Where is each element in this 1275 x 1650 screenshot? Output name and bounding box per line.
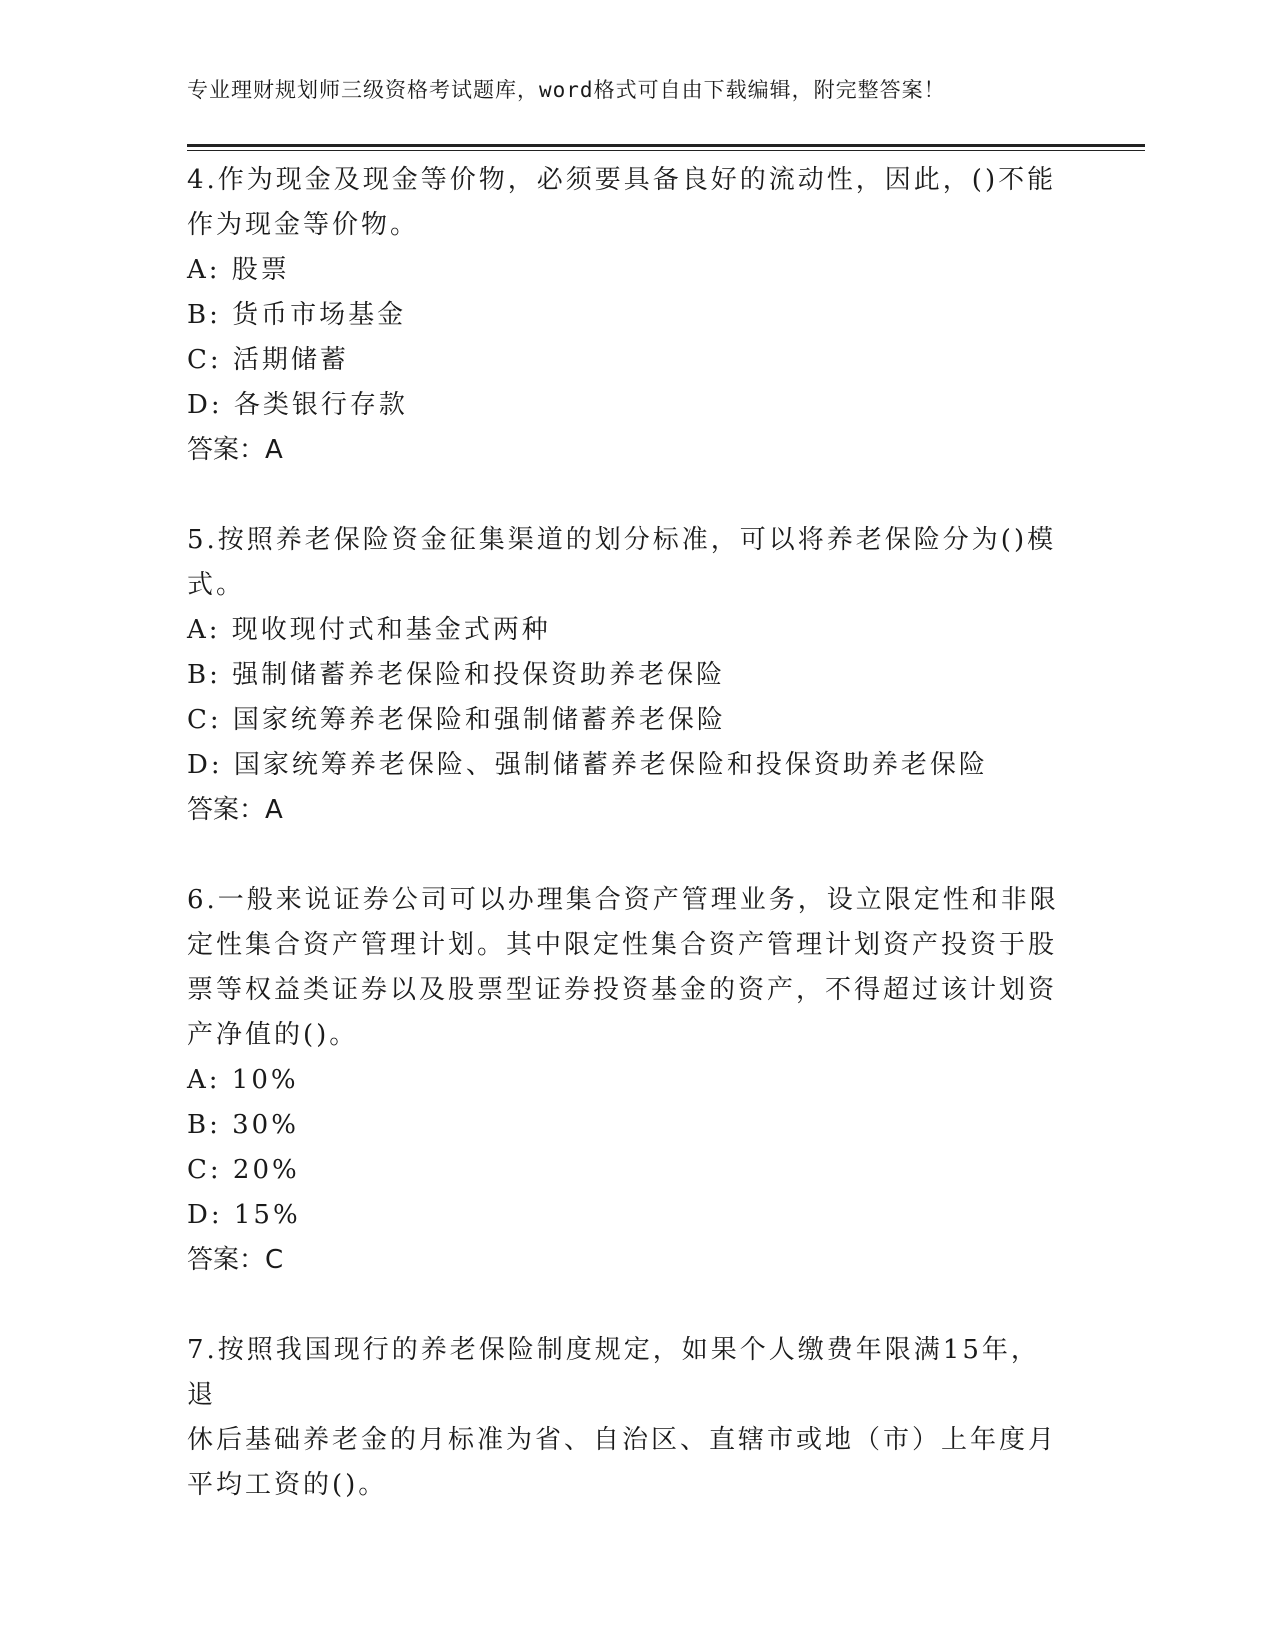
answer-option: D: 国家统筹养老保险、强制储蓄养老保险和投保资助养老保险 — [187, 750, 988, 780]
question-stem-line: 作为现金等价物。 — [187, 210, 420, 240]
answer-option: A: 现收现付式和基金式两种 — [187, 615, 551, 645]
question-item — [187, 518, 1067, 833]
question-stem-line: 7.按照我国现行的养老保险制度规定，如果个人缴费年限满15年，退 — [187, 1335, 1040, 1410]
question-stem-line: 产净值的()。 — [187, 1020, 359, 1050]
question-stem-line: 式。 — [187, 570, 246, 600]
answer-option: B: 30% — [187, 1110, 299, 1140]
answer-key: 答案：A — [187, 795, 283, 825]
answer-option: B: 货币市场基金 — [187, 300, 407, 330]
question-spacer — [187, 1283, 1067, 1328]
question-stem-line: 休后基础养老金的月标准为省、自治区、直辖市或地（市）上年度月 — [187, 1425, 1058, 1455]
answer-option: A: 10% — [187, 1065, 299, 1095]
question-item — [187, 158, 1067, 473]
question-stem-line: 定性集合资产管理计划。其中限定性集合资产管理计划资产投资于股 — [187, 930, 1058, 960]
question-item — [187, 878, 1067, 1283]
question-spacer — [187, 833, 1067, 878]
question-stem-line: 6.一般来说证券公司可以办理集合资产管理业务，设立限定性和非限 — [187, 885, 1059, 915]
answer-key: 答案：C — [187, 1245, 284, 1275]
question-list — [187, 158, 1067, 1508]
question-stem-line: 平均工资的()。 — [187, 1470, 388, 1500]
answer-option: B: 强制储蓄养老保险和投保资助养老保险 — [187, 660, 726, 690]
question-stem-line: 4.作为现金及现金等价物，必须要具备良好的流动性，因此，()不能 — [187, 165, 1057, 195]
answer-option: C: 国家统筹养老保险和强制储蓄养老保险 — [187, 705, 726, 735]
question-item — [187, 1328, 1067, 1508]
question-stem-line: 5.按照养老保险资金征集渠道的划分标准，可以将养老保险分为()模 — [187, 525, 1057, 555]
answer-option: D: 15% — [187, 1200, 301, 1230]
answer-option: C: 活期储蓄 — [187, 345, 349, 375]
question-spacer — [187, 473, 1067, 518]
question-stem-line: 票等权益类证券以及股票型证券投资基金的资产，不得超过该计划资 — [187, 975, 1058, 1005]
answer-option: C: 20% — [187, 1155, 300, 1185]
answer-option: D: 各类银行存款 — [187, 390, 408, 420]
header-divider — [187, 144, 1145, 151]
answer-key: 答案：A — [187, 435, 283, 465]
page-header: 专业理财规划师三级资格考试题库，word格式可自由下载编辑，附完整答案！ — [187, 78, 946, 102]
answer-option: A: 股票 — [187, 255, 290, 285]
